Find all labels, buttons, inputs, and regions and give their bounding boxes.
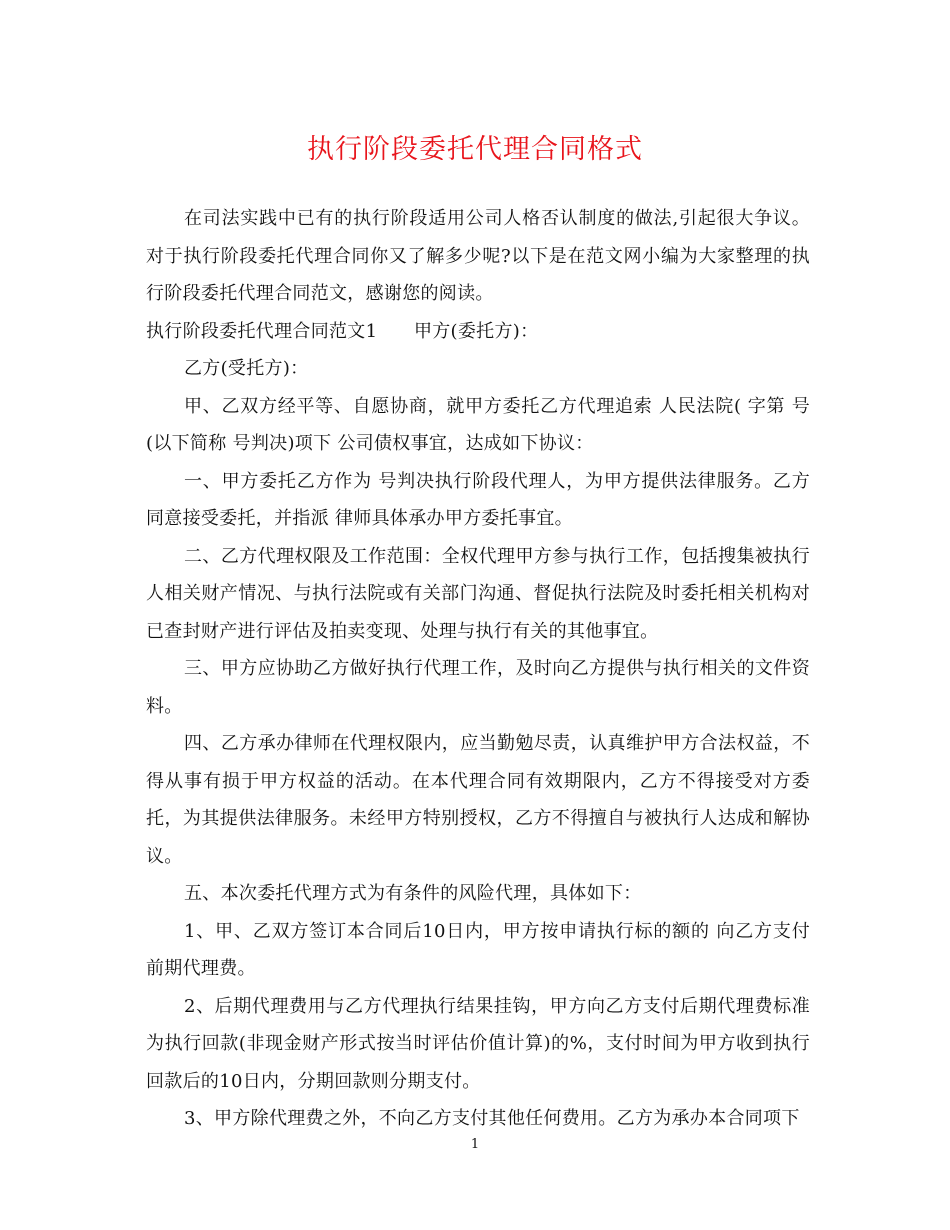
paragraph-item-2: 2、后期代理费用与乙方代理执行结果挂钩，甲方向乙方支付后期代理费标准为执行回款(非现金财产形式按当时评估价值计算)的%，支付时间为甲方收到执行回款后的10日内，分期回款则分期支付。 [146, 995, 810, 1092]
paragraph-clause-4: 四、乙方承办律师在代理权限内，应当勤勉尽责，认真维护甲方合法权益，不得从事有损于甲方权益的活动。在本代理合同有效期限内，乙方不得接受对方委托，为其提供法律服务。未经甲方特别授权，乙方不得擅自与被执行人达成和解协议。 [146, 733, 810, 867]
paragraph-item-1: 1、甲、乙双方签订本合同后10日内，甲方按申请执行标的额的 向乙方支付前期代理费。 [146, 920, 810, 979]
paragraph-clause-3: 三、甲方应协助乙方做好执行代理工作，及时向乙方提供与执行相关的文件资料。 [146, 658, 810, 717]
paragraph-item-3: 3、甲方除代理费之外，不向乙方支付其他任何费用。乙方为承办本合同项下 [184, 1108, 800, 1129]
page-number: 1 [470, 1137, 480, 1152]
paragraph-clause-5: 五、本次委托代理方式为有条件的风险代理，具体如下： [184, 883, 642, 904]
document-body [146, 200, 810, 1138]
paragraph-clause-2: 二、乙方代理权限及工作范围：全权代理甲方参与执行工作，包括搜集被执行人相关财产情况、与执行法院或有关部门沟通、督促执行法院及时委托相关机构对已查封财产进行评估及拍卖变现、处理与执行有关的其他事宜。 [146, 545, 810, 642]
paragraph-template-heading: 执行阶段委托代理合同范文1 甲方(委托方)： [146, 320, 539, 342]
paragraph-clause-1: 一、甲方委托乙方作为 号判决执行阶段代理人，为甲方提供法律服务。乙方同意接受委托，并指派 律师具体承办甲方委托事宜。 [146, 470, 810, 529]
paragraph-intro: 在司法实践中已有的执行阶段适用公司人格否认制度的做法,引起很大争议。对于执行阶段委托代理合同你又了解多少呢?以下是在范文网小编为大家整理的执行阶段委托代理合同范文，感谢您的阅读。 [146, 208, 810, 304]
document-title: 执行阶段委托代理合同格式 [307, 134, 643, 165]
paragraph-agreement: 甲、乙双方经平等、自愿协商，就甲方委托乙方代理追索 人民法院( 字第 号(以下简称 号判决)项下 公司债权事宜，达成如下协议： [146, 395, 810, 454]
paragraph-party-b: 乙方(受托方)： [184, 358, 309, 379]
